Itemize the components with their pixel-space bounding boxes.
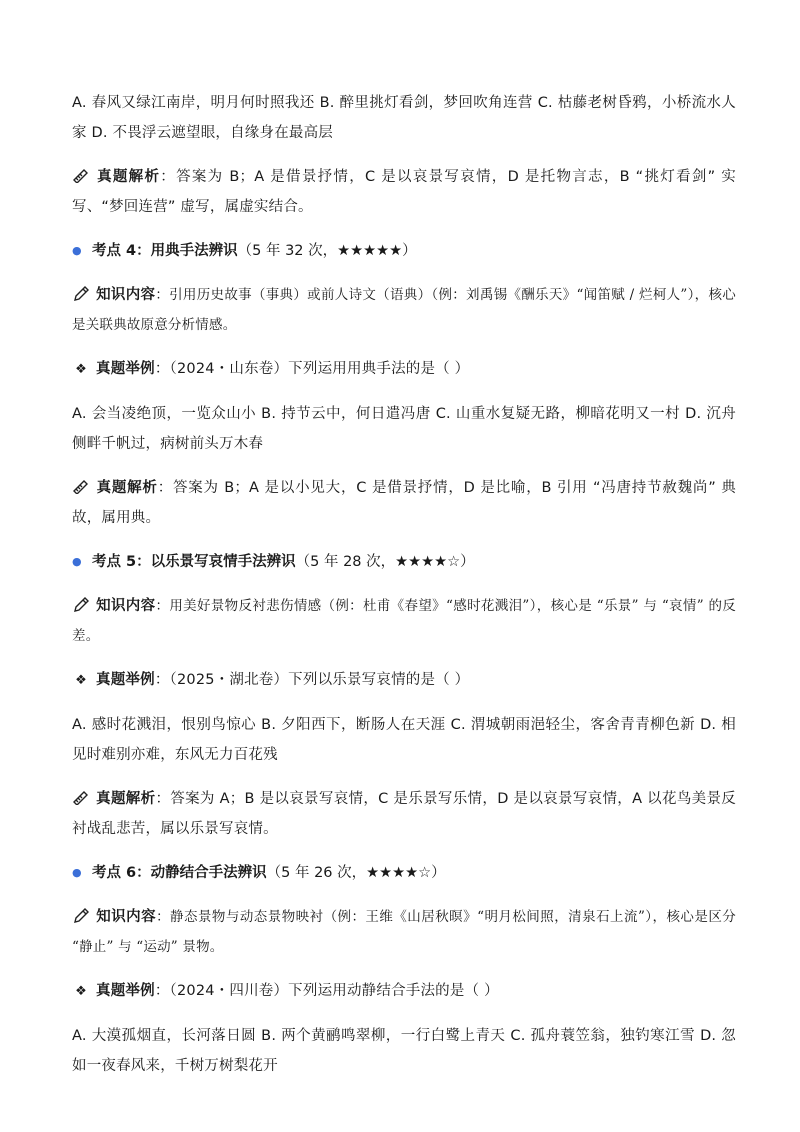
knowledge-text: ：引用历史故事（事典）或前人诗文（语典）（例：刘禹锡《酬乐天》“闻笛赋 / 烂柯人”），核心是关联典故原意分析情感。 [72,287,736,333]
analysis-paragraph [72,784,736,844]
knowledge-label: 知识内容 [96,598,156,614]
options-text: A. 会当凌绝顶，一览众山小 B. 持节云中，何日遣冯唐 C. 山重水复疑无路，柳暗花明又一村 D. 沉舟侧畔千帆过，病树前头万木春 [72,406,736,452]
knowledge-text: ：用美好景物反衬悲伤情感（例：杜甫《春望》“感时花溅泪”），核心是 “乐景” 与 “哀情” 的反差。 [72,598,736,644]
example-label: 真题举例 [96,672,155,688]
analysis-text: ：答案为 B；A 是以小见大，C 是借景抒情，D 是比喻，B 引用 “冯唐持节赦魏尚” 典故，属用典。 [72,480,736,526]
diamond-icon: ❖ [75,362,87,377]
bullet-dot-icon: ● [72,244,82,257]
analysis-label: 真题解析 [96,169,161,185]
example-text: ：（2024・山东卷）下列运用用典手法的是（ ） [154,361,470,377]
example-label: 真题举例 [96,361,155,377]
ruler-pencil-icon [72,478,90,494]
ruler-pencil-icon [72,789,90,805]
ruler-pencil-icon [72,167,90,183]
exam-point-heading [72,858,736,888]
example-paragraph [72,976,736,1007]
options-text: A. 春风又绿江南岸，明月何时照我还 B. 醉里挑灯看剑，梦回吹角连营 C. 枯藤老树昏鸦，小桥流水人家 D. 不畏浮云遮望眼，自缘身在最高层 [72,95,736,141]
options-text: A. 感时花溅泪，恨别鸟惊心 B. 夕阳西下，断肠人在天涯 C. 渭城朝雨浥轻尘，客舍青青柳色新 D. 相见时难别亦难，东风无力百花残 [72,717,736,763]
analysis-label: 真题解析 [96,791,156,807]
exam-point-heading [72,236,736,266]
knowledge-label: 知识内容 [96,287,156,303]
example-paragraph [72,665,736,696]
example-paragraph [72,354,736,385]
exam-point-meta: （5 年 32 次，★★★★★） [237,243,417,259]
exam-point-heading [72,547,736,577]
exam-point-title: 考点 4：用典手法辨识 [92,243,238,259]
knowledge-text: ：静态景物与动态景物映衬（例：王维《山居秋暝》“明月松间照，清泉石上流”），核心是区分 “静止” 与 “运动” 景物。 [72,909,736,955]
pencil-icon [72,285,90,301]
knowledge-paragraph [72,902,736,962]
exam-point-meta: （5 年 26 次，★★★★☆） [266,865,446,881]
knowledge-paragraph [72,280,736,340]
analysis-text: ：答案为 A；B 是以哀景写哀情，C 是乐景写乐情，D 是以哀景写哀情，A 以花鸟美景反衬战乱悲苦，属以乐景写哀情。 [72,791,736,837]
exam-point-title: 考点 6：动静结合手法辨识 [92,865,267,881]
exam-point-meta: （5 年 28 次，★★★★☆） [295,554,475,570]
bullet-dot-icon: ● [72,866,82,879]
example-text: ：（2024・四川卷）下列运用动静结合手法的是（ ） [154,983,499,999]
options-text: A. 大漠孤烟直，长河落日圆 B. 两个黄鹂鸣翠柳，一行白鹭上青天 C. 孤舟蓑笠翁，独钓寒江雪 D. 忽如一夜春风来，千树万树梨花开 [72,1028,736,1074]
exam-point-title: 考点 5：以乐景写哀情手法辨识 [92,554,296,570]
diamond-icon: ❖ [75,673,87,688]
pencil-icon [72,907,90,923]
pencil-icon [72,596,90,612]
analysis-paragraph [72,162,736,222]
example-label: 真题举例 [96,983,155,999]
example-text: ：（2025・湖北卷）下列以乐景写哀情的是（ ） [154,672,470,688]
analysis-text: ：答案为 B；A 是借景抒情，C 是以哀景写哀情，D 是托物言志，B “挑灯看剑” 实写、“梦回连营” 虚写，属虚实结合。 [72,169,736,215]
analysis-paragraph [72,473,736,533]
knowledge-paragraph [72,591,736,651]
analysis-label: 真题解析 [96,480,158,496]
document-page [72,88,736,1095]
bullet-dot-icon: ● [72,555,82,568]
knowledge-label: 知识内容 [96,909,157,925]
diamond-icon: ❖ [75,984,87,999]
